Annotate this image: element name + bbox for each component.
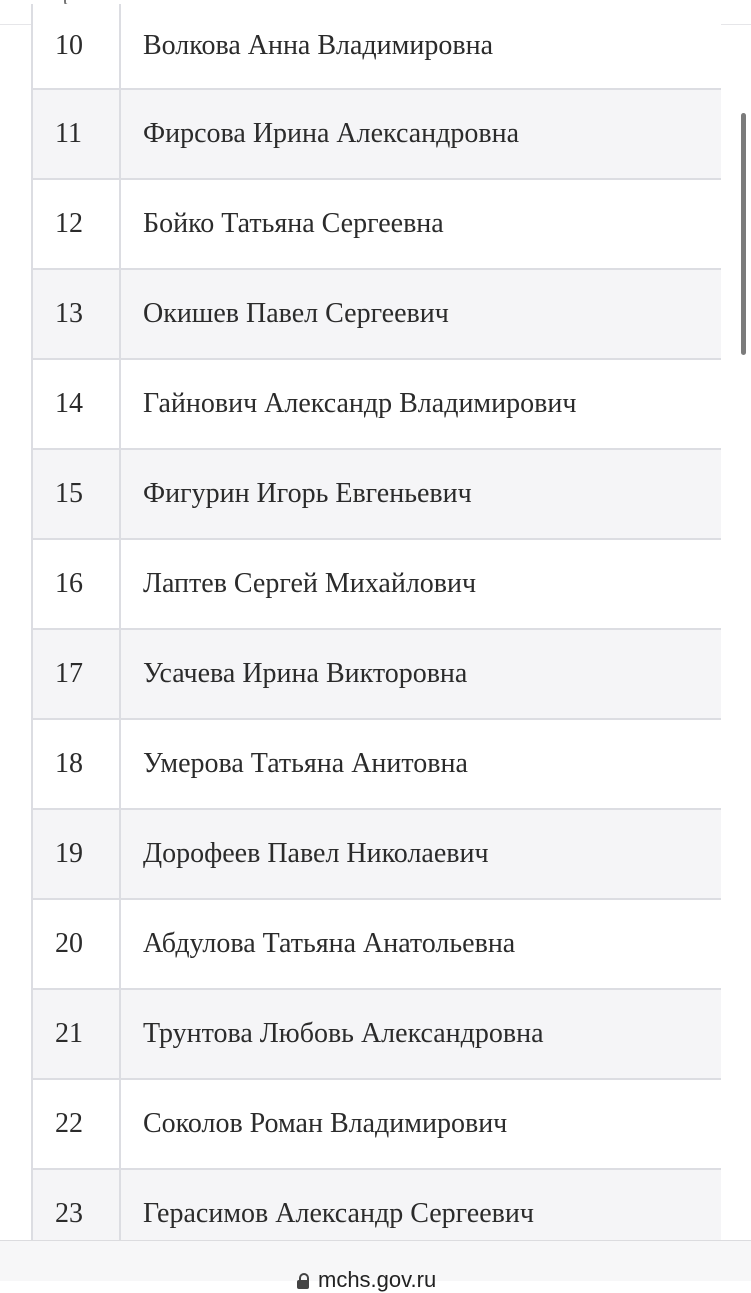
row-number: 17: [32, 629, 120, 719]
person-name: Трунтова Любовь Александровна: [120, 989, 721, 1079]
table-row: [32, 449, 721, 539]
person-name: Умерова Татьяна Анитовна: [120, 719, 721, 809]
lock-icon: [296, 1273, 310, 1289]
person-name: Лаптев Сергей Михайлович: [120, 539, 721, 629]
person-name: Дорофеев Павел Николаевич: [120, 809, 721, 899]
person-name: Герасимов Александр Сергеевич: [120, 1169, 721, 1258]
table-row: [32, 4, 721, 89]
table-row: [32, 1079, 721, 1169]
table-row: [32, 89, 721, 179]
row-number: 13: [32, 269, 120, 359]
table-row: [32, 359, 721, 449]
person-name: Фирсова Ирина Александровна: [120, 89, 721, 179]
row-number: 21: [32, 989, 120, 1079]
person-name: Окишев Павел Сергеевич: [120, 269, 721, 359]
table-row: [32, 539, 721, 629]
row-number: 14: [32, 359, 120, 449]
row-number: 16: [32, 539, 120, 629]
vertical-scrollbar[interactable]: [741, 113, 746, 355]
table-row: [32, 269, 721, 359]
row-number: 18: [32, 719, 120, 809]
table-row: [32, 629, 721, 719]
table-row: [32, 899, 721, 989]
person-name: Волкова Анна Владимировна: [120, 4, 721, 89]
staff-table: [31, 4, 721, 1258]
person-name: Абдулова Татьяна Анатольевна: [120, 899, 721, 989]
table-row: [32, 989, 721, 1079]
person-name: Соколов Роман Владимирович: [120, 1079, 721, 1169]
row-number: 19: [32, 809, 120, 899]
row-number: 23: [32, 1169, 120, 1258]
row-number: 22: [32, 1079, 120, 1169]
row-number: 15: [32, 449, 120, 539]
row-number: 10: [32, 4, 120, 89]
person-name: Гайнович Александр Владимирович: [120, 359, 721, 449]
url-display[interactable]: [296, 1267, 436, 1293]
person-name: Фигурин Игорь Евгеньевич: [120, 449, 721, 539]
table-container[interactable]: [31, 4, 721, 1258]
row-number: 20: [32, 899, 120, 989]
table-row: [32, 809, 721, 899]
browser-address-bar[interactable]: [0, 1240, 751, 1292]
person-name: Усачева Ирина Викторовна: [120, 629, 721, 719]
row-number: 11: [32, 89, 120, 179]
table-row: [32, 179, 721, 269]
url-text: mchs.gov.ru: [318, 1267, 437, 1292]
table-row: [32, 719, 721, 809]
person-name: Бойко Татьяна Сергеевна: [120, 179, 721, 269]
row-number: 12: [32, 179, 120, 269]
